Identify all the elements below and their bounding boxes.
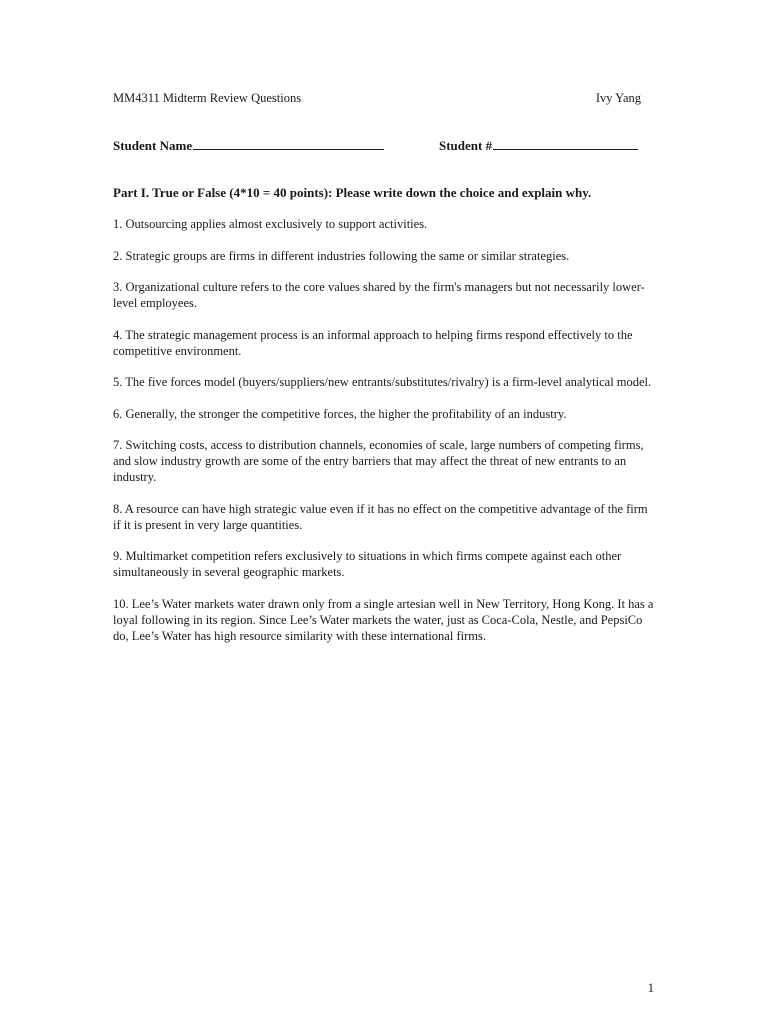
question-8: 8. A resource can have high strategic value even if it has no effect on the competitive advantage of the firm if it is present in very large quantities. bbox=[113, 501, 648, 532]
student-number-field bbox=[439, 137, 638, 154]
question-7: 7. Switching costs, access to distribution channels, economies of scale, large numbers of competing firms, and slow industry growth are some of the entry barriers that may affect the threat of new entrants to an industry. bbox=[113, 438, 644, 484]
author-name: Ivy Yang bbox=[595, 91, 641, 105]
question-5: 5. The five forces model (buyers/suppliers/new entrants/substitutes/rivalry) is a firm-level analytical model. bbox=[113, 375, 652, 389]
question-1: 1. Outsourcing applies almost exclusively to support activities. bbox=[113, 217, 428, 231]
student-number-blank bbox=[493, 137, 638, 150]
document-header bbox=[113, 90, 641, 106]
question-3: 3. Organizational culture refers to the core values shared by the firm's managers but not necessarily lower-level employees. bbox=[113, 280, 645, 310]
part-one-heading: Part I. True or False (4*10 = 40 points): Please write down the choice and explain why. bbox=[113, 185, 592, 200]
question-6: 6. Generally, the stronger the competitive forces, the higher the profitability of an industry. bbox=[113, 406, 567, 421]
course-title: MM4311 Midterm Review Questions bbox=[113, 91, 302, 105]
student-name-blank bbox=[193, 137, 384, 150]
question-9: 9. Multimarket competition refers exclusively to situations in which firms compete against each other simultaneously in several geographic markets. bbox=[113, 549, 622, 579]
student-name-label: Student Name bbox=[113, 138, 193, 153]
page-number: 1 bbox=[647, 981, 654, 995]
question-list bbox=[113, 216, 658, 659]
question-10: 10. Lee’s Water markets water drawn only from a single artesian well in New Territory, Hong Kong. It has a loyal following in its region. Since Lee’s Water markets the water, just as Coca-Cola, Nestle, and PepsiCo do, Lee’s Water has high resource similarity with these international firms. bbox=[113, 596, 654, 643]
question-2: 2. Strategic groups are firms in different industries following the same or similar strategies. bbox=[113, 248, 570, 263]
student-number-label: Student # bbox=[439, 138, 493, 153]
question-4: 4. The strategic management process is an informal approach to helping firms respond effectively to the competitive environment. bbox=[113, 327, 633, 358]
student-name-field bbox=[113, 137, 384, 154]
